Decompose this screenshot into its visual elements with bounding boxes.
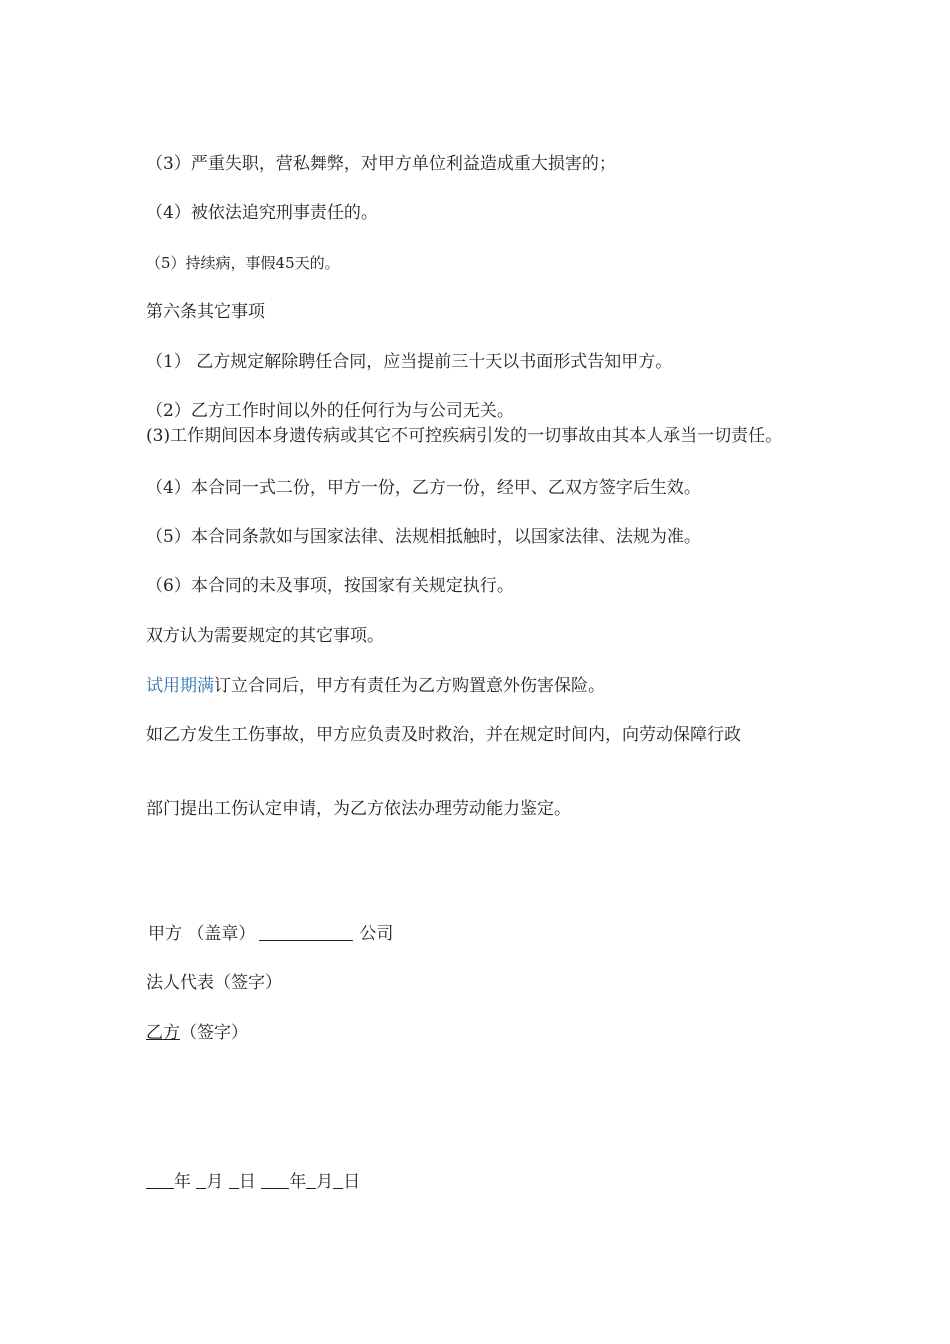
- party-b-signature-line: [146, 1021, 248, 1045]
- other-matters-intro: 双方认为需要规定的其它事项。: [146, 626, 384, 646]
- probation-link[interactable]: 试用期满: [146, 676, 214, 696]
- month-2-label: 月: [316, 1172, 334, 1192]
- month-1-label: 月: [206, 1172, 224, 1192]
- section-6-item-1: （1） 乙方规定解除聘任合同，应当提前三十天以书面形式告知甲方。: [146, 352, 673, 372]
- day-2-label: 日: [343, 1172, 361, 1192]
- insurance-text: 订立合同后，甲方有责任为乙方购置意外伤害保险。: [214, 676, 605, 696]
- day-2-blank[interactable]: [333, 1170, 343, 1189]
- clause-3: （3）严重失职，营私舞弊，对甲方单位利益造成重大损害的；: [146, 154, 616, 174]
- clause-5: （5）持续病，事假45天的。: [146, 254, 340, 272]
- year-1-label: 年: [174, 1172, 191, 1192]
- section-6-item-4: （4）本合同一式二份，甲方一份，乙方一份，经甲、乙双方签字后生效。: [146, 478, 701, 498]
- section-6-item-6: （6）本合同的未及事项，按国家有关规定执行。: [146, 576, 514, 596]
- insurance-paragraph: [146, 674, 605, 698]
- section-6-item-3: (3)工作期间因本身遗传病或其它不可控疾病引发的一切事故由其本人承当一切责任。: [146, 426, 783, 446]
- injury-paragraph-line-2: 部门提出工伤认定申请，为乙方依法办理劳动能力鉴定。: [146, 799, 571, 819]
- year-1-blank[interactable]: [146, 1170, 174, 1189]
- clause-4: （4）被依法追究刑事责任的。: [146, 203, 378, 223]
- year-2-blank[interactable]: [261, 1170, 289, 1189]
- section-6-item-2: （2）乙方工作时间以外的任何行为与公司无关。: [146, 401, 514, 421]
- day-1-blank[interactable]: [229, 1170, 239, 1189]
- legal-representative-signature: 法人代表（签字）: [146, 973, 282, 993]
- party-b-label: 乙方: [146, 1023, 180, 1043]
- day-1-label: 日: [238, 1172, 256, 1192]
- party-a-label: 甲方 （盖章）: [148, 924, 256, 944]
- section-6-title: 第六条其它事项: [146, 302, 265, 322]
- month-2-blank[interactable]: [306, 1170, 316, 1189]
- company-name-blank[interactable]: [259, 922, 353, 941]
- date-line: [146, 1170, 360, 1194]
- year-2-label: 年: [289, 1172, 307, 1192]
- party-b-sign-label: （签字）: [180, 1023, 248, 1043]
- company-suffix: 公司: [359, 924, 394, 944]
- month-1-blank[interactable]: [196, 1170, 206, 1189]
- party-a-seal-line: [148, 922, 393, 946]
- section-6-item-5: （5）本合同条款如与国家法律、法规相抵触时，以国家法律、法规为准。: [146, 527, 701, 547]
- injury-paragraph-line-1: 如乙方发生工伤事故，甲方应负责及时救治，并在规定时间内，向劳动保障行政: [146, 725, 741, 745]
